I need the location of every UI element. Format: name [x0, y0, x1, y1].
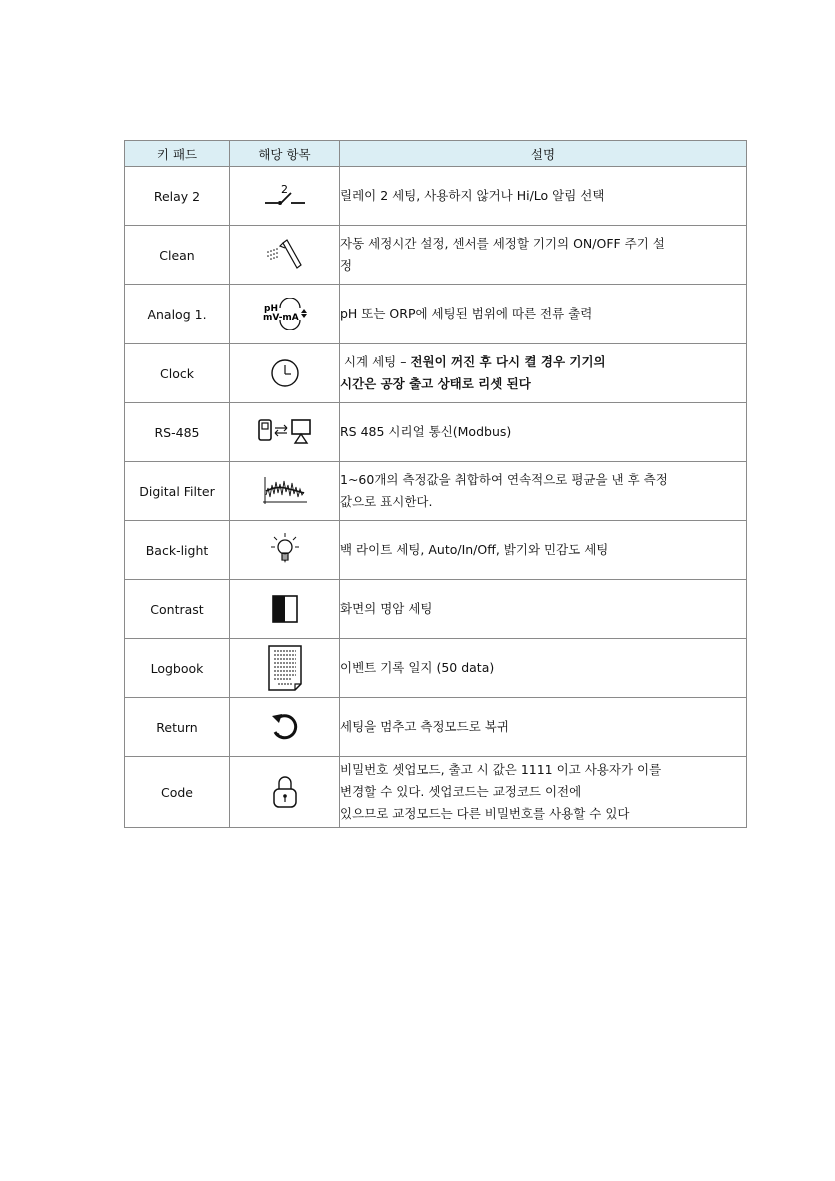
light-bulb-icon	[267, 531, 303, 569]
key-description: 이벤트 기록 일지 (50 data)	[340, 639, 747, 698]
keypad-table	[124, 140, 747, 828]
key-description	[340, 226, 747, 285]
key-name: Logbook	[125, 639, 230, 698]
contrast-icon	[270, 593, 300, 625]
desc-line: 자동 세정시간 설정, 센서를 세정할 기기의 ON/OFF 주기 설	[340, 236, 665, 251]
key-name: Code	[125, 757, 230, 828]
key-name: Relay 2	[125, 167, 230, 226]
header-item: 해당 항목	[230, 141, 340, 167]
spray-nozzle-icon	[263, 237, 307, 273]
ph-label: pH	[263, 304, 278, 314]
clock-icon	[268, 356, 302, 390]
key-name: Back-light	[125, 521, 230, 580]
header-keypad: 키 패드	[125, 141, 230, 167]
relay-switch-icon	[261, 182, 309, 210]
table-row	[125, 167, 747, 226]
key-name: Digital Filter	[125, 462, 230, 521]
table-row	[125, 285, 747, 344]
desc-line: 1~60개의 측정값을 취합하여 연속적으로 평균을 낸 후 측정	[340, 472, 668, 487]
table-row	[125, 403, 747, 462]
key-description: 릴레이 2 세팅, 사용하지 않거나 Hi/Lo 알림 선택	[340, 167, 747, 226]
key-description: 세팅을 멈추고 측정모드로 복귀	[340, 698, 747, 757]
key-name: Clock	[125, 344, 230, 403]
desc-line: 있으므로 교정모드는 다른 비밀번호를 사용할 수 있다	[340, 806, 630, 821]
mv-ma-label: mV-mA	[262, 313, 299, 323]
table-row	[125, 226, 747, 285]
desc-lead: 시계 세팅 –	[340, 354, 411, 369]
key-description: pH 또는 ORP에 세팅된 범위에 따른 전류 출력	[340, 285, 747, 344]
desc-line: 정	[340, 258, 353, 273]
key-name: Contrast	[125, 580, 230, 639]
signal-filter-icon	[260, 473, 310, 509]
logbook-icon	[265, 643, 305, 693]
key-name: Return	[125, 698, 230, 757]
key-description: RS 485 시리얼 통신(Modbus)	[340, 403, 747, 462]
ph-mv-ma-icon	[260, 298, 310, 330]
padlock-icon	[270, 773, 300, 811]
key-description	[340, 344, 747, 403]
key-description: 백 라이트 세팅, Auto/In/Off, 밝기와 민감도 세팅	[340, 521, 747, 580]
table-row	[125, 344, 747, 403]
table-row	[125, 521, 747, 580]
desc-bold: 전원이 꺼진 후 다시 켤 경우 기기의	[410, 354, 606, 369]
table-header-row	[125, 141, 747, 167]
table-row	[125, 757, 747, 828]
key-description	[340, 757, 747, 828]
desc-bold: 시간은 공장 출고 상태로 리셋 된다	[340, 376, 531, 391]
table-row	[125, 462, 747, 521]
table-row	[125, 639, 747, 698]
desc-line: 변경할 수 있다. 셋업코드는 교정코드 이전에	[340, 784, 582, 799]
table-row	[125, 698, 747, 757]
key-description: 화면의 명암 세팅	[340, 580, 747, 639]
return-arrow-icon	[268, 710, 302, 744]
desc-line: 비밀번호 셋업모드, 출고 시 값은 1111 이고 사용자가 이를	[340, 762, 662, 777]
relay-number: 2	[280, 183, 288, 196]
header-description: 설명	[340, 141, 747, 167]
table-row	[125, 580, 747, 639]
serial-communication-icon	[254, 417, 316, 447]
key-name: Clean	[125, 226, 230, 285]
key-description	[340, 462, 747, 521]
key-name: RS-485	[125, 403, 230, 462]
key-name: Analog 1.	[125, 285, 230, 344]
desc-line: 값으로 표시한다.	[340, 494, 433, 509]
